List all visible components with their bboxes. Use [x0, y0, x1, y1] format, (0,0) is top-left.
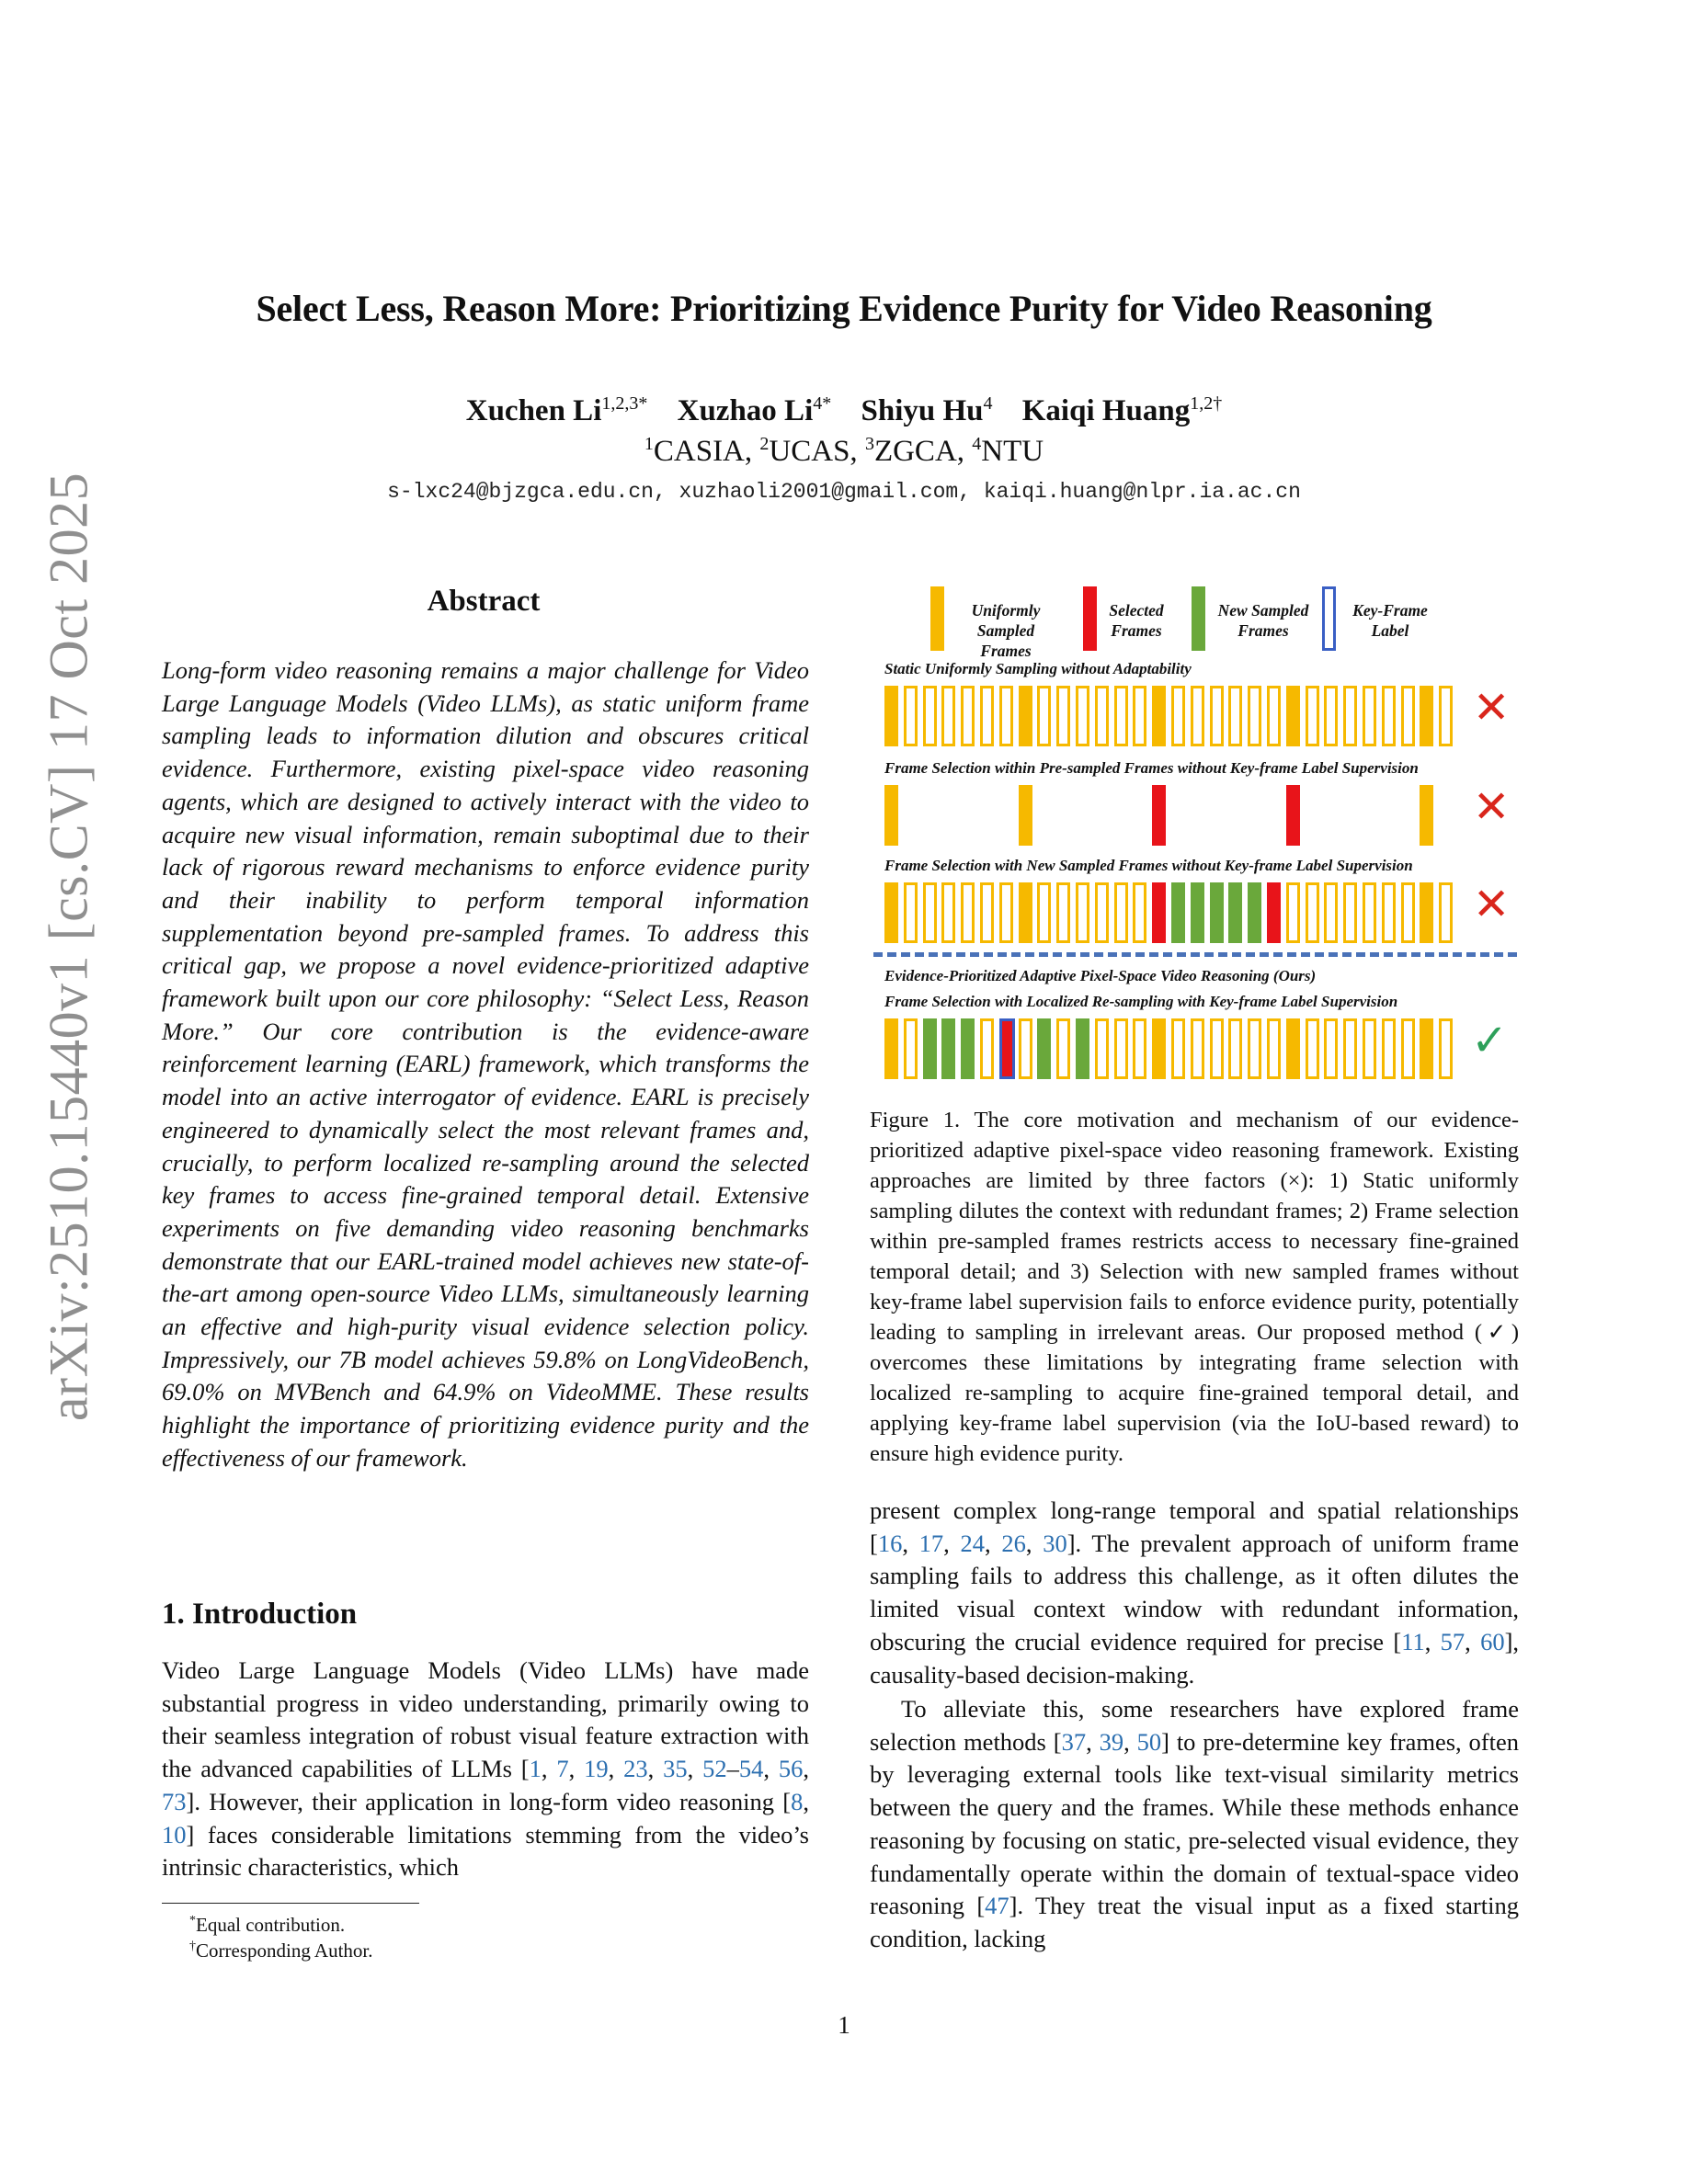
citation-link[interactable]: 7 — [556, 1755, 569, 1783]
text-run: ], causality-based decision-making. — [870, 1627, 1520, 1689]
row-label: Static Uniformly Sampling without Adaptability — [884, 660, 1192, 677]
frame-unsampled — [1324, 882, 1338, 943]
citation-link[interactable]: 24 — [960, 1529, 986, 1557]
frame-unsampled — [1439, 882, 1453, 943]
frame-unsampled — [1114, 686, 1128, 746]
frame-uniform-sampled — [884, 1018, 898, 1079]
frame-unsampled — [904, 686, 918, 746]
citation-link[interactable]: 1 — [529, 1755, 542, 1783]
citation-link[interactable]: 30 — [1043, 1529, 1067, 1557]
affiliations — [0, 434, 1688, 469]
text-run: , — [541, 1755, 557, 1783]
frame-uniform-sampled — [1152, 1018, 1166, 1079]
footnote-rule — [162, 1903, 419, 1904]
text-run: , — [1123, 1727, 1137, 1756]
frame-unsampled — [999, 686, 1013, 746]
citation-link[interactable]: 56 — [778, 1755, 804, 1783]
frame-unsampled — [961, 882, 975, 943]
legend-label: Uniformly Sampled Frames — [971, 601, 1041, 660]
ours-label: Evidence-Prioritized Adaptive Pixel-Space Video Reasoning (Ours) — [884, 967, 1317, 984]
frame-unsampled — [1056, 882, 1070, 943]
text-run: , — [943, 1529, 961, 1557]
abstract-heading: Abstract — [427, 585, 541, 618]
frame-selected — [1267, 882, 1281, 943]
text-run: Video Large Language Models (Video LLMs) have made substantial progress in video understanding, primarily owing to their seamless integration of robust visual feature extraction with the advanced capabilities of LLMs [ — [162, 1656, 809, 1783]
frame-unsampled — [941, 686, 955, 746]
footnote-text: Equal contribution. — [196, 1914, 346, 1936]
frame-unsampled — [1095, 882, 1109, 943]
text-run: , — [763, 1755, 779, 1783]
footnote-mark: * — [189, 1914, 196, 1928]
frame-unsampled — [1343, 882, 1357, 943]
citation-link[interactable]: 26 — [1001, 1529, 1026, 1557]
frame-unsampled — [961, 686, 975, 746]
affil-name: UCAS, — [769, 435, 865, 468]
citation-link[interactable]: 10 — [162, 1820, 187, 1848]
text-run: – — [726, 1755, 739, 1783]
frame-unsampled — [1171, 1018, 1185, 1079]
frame-unsampled — [1191, 1018, 1204, 1079]
citation-link[interactable]: 17 — [918, 1529, 944, 1557]
intro-heading: 1. Introduction — [162, 1598, 358, 1631]
frame-unsampled — [1401, 1018, 1415, 1079]
frame-uniform-sampled — [1019, 785, 1032, 846]
figure-caption: Figure 1. The core motivation and mechanism of our evidence-prioritized adaptive pixel-space video reasoning framework. Existing approaches are limited by three factors (×): 1) Static uniformly sampling dilutes the context with redundant frames; 2) Frame selection within pre-sampled frames restricts access to necessary fine-grained temporal detail; and 3) Selection with new sampled frames without key-frame label supervision fails to enforce evidence purity, potentially leading to sampling in irrelevant areas. Our proposed method (✓) overcomes these limitations by integrating frame selection with localized re-sampling to acquire fine-grained temporal detail, and applying key-frame label supervision (via the IoU-based reward) to ensure high evidence purity. — [870, 1108, 1519, 1466]
frame-unsampled — [980, 882, 994, 943]
text-run: , — [687, 1755, 703, 1783]
frame-new-sampled — [1076, 1018, 1089, 1079]
frame-unsampled — [1095, 686, 1109, 746]
frame-unsampled — [1037, 882, 1051, 943]
check-mark-icon: ✓ — [1471, 1015, 1509, 1066]
legend-label: Key-Frame Label — [1352, 601, 1428, 640]
citation-link[interactable]: 11 — [1401, 1627, 1425, 1655]
affil-sup: 1 — [644, 434, 654, 454]
frame-unsampled — [1056, 686, 1070, 746]
frame-uniform-sampled — [1019, 882, 1032, 943]
frame-unsampled — [1248, 686, 1261, 746]
legend-swatch-keyframe — [1322, 586, 1336, 651]
author — [1022, 394, 1222, 427]
affil-name: NTU — [981, 435, 1044, 468]
frame-unsampled — [1363, 882, 1376, 943]
author-name: Shiyu Hu — [861, 394, 984, 427]
row-label: Frame Selection within Pre-sampled Frames without Key-frame Label Supervision — [884, 759, 1419, 777]
frame-uniform-sampled — [884, 785, 898, 846]
frame-unsampled — [999, 882, 1013, 943]
frame-strip — [884, 1018, 1464, 1083]
frame-uniform-sampled — [1420, 785, 1433, 846]
affil-name: ZGCA, — [873, 435, 973, 468]
footnote — [189, 1934, 373, 1963]
frame-uniform-sampled — [884, 882, 898, 943]
cross-mark-icon: ✕ — [1473, 781, 1511, 833]
author-sup: 4 — [983, 393, 993, 414]
frame-new-sampled — [1191, 882, 1204, 943]
frame-unsampled — [1382, 686, 1396, 746]
author-sup: 1,2† — [1190, 393, 1223, 414]
affil-sup: 2 — [759, 434, 770, 454]
frame-unsampled — [1439, 1018, 1453, 1079]
frame-unsampled — [1306, 686, 1319, 746]
citation-link[interactable]: 50 — [1136, 1727, 1162, 1756]
text-run: , — [985, 1529, 1002, 1557]
author-emails[interactable]: s-lxc24@bjzgca.edu.cn, xuzhaoli2001@gmail.com, kaiqi.huang@nlpr.ia.ac.cn — [387, 480, 1301, 504]
frame-unsampled — [904, 1018, 918, 1079]
citation-link[interactable]: 73 — [162, 1787, 187, 1815]
text-run: To alleviate this, some researchers have explored frame selection methods [ — [870, 1695, 1519, 1756]
frame-unsampled — [1076, 882, 1089, 943]
legend-swatch-new — [1192, 586, 1205, 651]
legend-swatch-uniform — [930, 586, 944, 651]
affil-sup: 4 — [972, 434, 982, 454]
frame-selected-keyframe — [999, 1018, 1015, 1079]
footnote-text: Corresponding Author. — [196, 1939, 373, 1962]
citation-link[interactable]: 23 — [623, 1755, 648, 1783]
frame-unsampled — [1019, 1018, 1032, 1079]
text-run: , — [1424, 1627, 1441, 1655]
citation-link[interactable]: 19 — [584, 1755, 609, 1783]
text-run: ] to pre-determine key frames, often by leveraging external tools like text-visual similarity metrics between the query and the frames. While these methods enhance reasoning by focusing on static, pre-selected visual evidence, they fundamentally operate within the domain of textual-space video reasoning [ — [870, 1727, 1520, 1920]
text-run: , — [608, 1755, 624, 1783]
author-name: Xuzhao Li — [677, 394, 814, 427]
frame-unsampled — [1228, 686, 1242, 746]
frame-unsampled — [1228, 1018, 1242, 1079]
text-run: , — [647, 1755, 664, 1783]
frame-unsampled — [1114, 882, 1128, 943]
author-name: Kaiqi Huang — [1021, 394, 1191, 427]
frame-uniform-sampled — [1286, 1018, 1300, 1079]
frame-unsampled — [1306, 1018, 1319, 1079]
citation-link[interactable]: 54 — [738, 1755, 764, 1783]
frame-unsampled — [1191, 686, 1204, 746]
row-label: Frame Selection with New Sampled Frames without Key-frame Label Supervision — [884, 857, 1413, 874]
frame-uniform-sampled — [1420, 686, 1433, 746]
citation-link[interactable]: 60 — [1480, 1627, 1505, 1655]
frame-unsampled — [1133, 882, 1146, 943]
text-run: , — [1025, 1529, 1044, 1557]
frame-unsampled — [1401, 686, 1415, 746]
frame-unsampled — [980, 1018, 994, 1079]
row-label: Frame Selection with Localized Re-sampling with Key-frame Label Supervision — [884, 993, 1398, 1010]
frame-new-sampled — [1037, 1018, 1051, 1079]
frame-unsampled — [941, 882, 955, 943]
frame-uniform-sampled — [1286, 686, 1300, 746]
frame-unsampled — [1037, 686, 1051, 746]
page-number: 1 — [838, 2011, 850, 2039]
text-run: , — [1465, 1627, 1481, 1655]
frame-uniform-sampled — [884, 686, 898, 746]
frame-unsampled — [1133, 1018, 1146, 1079]
arxiv-stamp[interactable]: arXiv:2510.15440v1 [cs.CV] 17 Oct 2025 — [38, 472, 99, 1422]
author — [861, 394, 993, 427]
frame-unsampled — [1095, 1018, 1109, 1079]
citation-link[interactable]: 37 — [1061, 1727, 1087, 1756]
author-sup: 4* — [813, 393, 832, 414]
frame-selected — [1152, 882, 1166, 943]
text-run: , — [1086, 1727, 1100, 1756]
legend-swatch-selected — [1083, 586, 1097, 651]
frame-strip — [884, 882, 1464, 947]
frame-unsampled — [1076, 686, 1089, 746]
affil-sup: 3 — [864, 434, 874, 454]
text-run: ] faces considerable limitations stemming from the video’s intrinsic characteristics, which — [162, 1820, 809, 1882]
legend-label: New Sampled Frames — [1217, 601, 1309, 640]
frame-unsampled — [923, 686, 937, 746]
citation-link[interactable]: 8 — [791, 1787, 804, 1815]
cross-mark-icon: ✕ — [1473, 682, 1511, 734]
dashed-divider — [873, 952, 1517, 957]
text-run: present complex long-range temporal and spatial relationships [ — [870, 1496, 1519, 1557]
frame-new-sampled — [1248, 882, 1261, 943]
author-sup: 1,2,3* — [601, 393, 648, 414]
frame-unsampled — [980, 686, 994, 746]
author — [678, 394, 832, 427]
frame-unsampled — [1324, 1018, 1338, 1079]
text-run: ]. The prevalent approach of uniform frame sampling fails to address this challenge, as it often dilutes the limited visual context window with redundant information, obscuring the crucial evidence required for precise [ — [870, 1529, 1520, 1655]
legend-label: Selected Frames — [1109, 601, 1164, 640]
frame-unsampled — [1343, 1018, 1357, 1079]
frame-unsampled — [904, 882, 918, 943]
author — [466, 394, 648, 427]
text-run: ]. They treat the visual input as a fixed starting condition, lacking — [870, 1892, 1519, 1952]
citation-link[interactable]: 52 — [702, 1755, 727, 1783]
frame-unsampled — [1306, 882, 1319, 943]
frame-unsampled — [1401, 882, 1415, 943]
citation-link[interactable]: 35 — [663, 1755, 688, 1783]
frame-new-sampled — [941, 1018, 955, 1079]
frame-unsampled — [1267, 686, 1281, 746]
cross-mark-icon: ✕ — [1473, 879, 1511, 930]
frame-uniform-sampled — [1420, 882, 1433, 943]
abstract-text: Long-form video reasoning remains a major challenge for Video Large Language Models (Video LLMs), as static uniform frame sampling leads to information dilution and obscures critical evidence. Furthermore, existing pixel-space video reasoning agents, which are designed to actively interact with the video to acquire new visual information, remain suboptimal due to their lack of rigorous reward mechanisms to enforce evidence purity and their inability to perform temporal information supplementation beyond pre-sampled frames. To address this critical gap, we propose a novel evidence-prioritized adaptive framework built upon our core philosophy: “Select Less, Reason More.” Our core contribution is the evidence-aware reinforcement learning (EARL) framework, which transforms the model into an active interrogator of evidence. EARL is precisely engineered to dynamically select the most relevant frames and, crucially, to perform localized re-sampling around the selected key frames to access fine-grained temporal detail. Extensive experiments on five demanding video reasoning benchmarks demonstrate that our EARL-trained model achieves new state-of-the-art among open-source Video LLMs, simultaneously learning an effective and high-purity visual evidence selection policy. Impressively, our 7B model achieves 59.8% on LongVideoBench, 69.0% on MVBench and 64.9% on VideoMME. These results highlight the importance of prioritizing evidence purity and the effectiveness of our framework. — [162, 656, 809, 1472]
intro-paragraph-2 — [870, 1693, 1519, 1956]
frame-unsampled — [1114, 1018, 1128, 1079]
frame-selected — [1286, 785, 1300, 846]
frame-unsampled — [1056, 1018, 1070, 1079]
frame-strip — [884, 785, 1464, 849]
frame-unsampled — [1210, 1018, 1224, 1079]
footnote-mark: † — [189, 1939, 196, 1953]
text-run: , — [803, 1755, 809, 1783]
author-list — [0, 393, 1688, 428]
paper-title: Select Less, Reason More: Prioritizing Evidence Purity for Video Reasoning — [256, 288, 1432, 329]
author-name: Xuchen Li — [465, 394, 602, 427]
frame-unsampled — [1248, 1018, 1261, 1079]
frame-unsampled — [1439, 686, 1453, 746]
citation-link[interactable]: 57 — [1440, 1627, 1466, 1655]
frame-new-sampled — [1228, 882, 1242, 943]
frame-unsampled — [1363, 686, 1376, 746]
text-run: , — [803, 1787, 809, 1815]
citation-link[interactable]: 47 — [985, 1892, 1009, 1920]
frame-unsampled — [1363, 1018, 1376, 1079]
frame-new-sampled — [961, 1018, 975, 1079]
affil-name: CASIA, — [653, 435, 760, 468]
frame-unsampled — [1343, 686, 1357, 746]
frame-unsampled — [1382, 882, 1396, 943]
frame-unsampled — [1382, 1018, 1396, 1079]
text-run: , — [902, 1529, 919, 1557]
frame-new-sampled — [923, 1018, 937, 1079]
frame-new-sampled — [1171, 882, 1185, 943]
intro-paragraph-1-cont — [870, 1495, 1519, 1691]
frame-unsampled — [1210, 686, 1224, 746]
frame-unsampled — [1286, 882, 1300, 943]
frame-uniform-sampled — [1019, 686, 1032, 746]
frame-uniform-sampled — [1152, 686, 1166, 746]
intro-paragraph-1 — [162, 1655, 809, 1884]
text-run: ]. However, their application in long-form video reasoning [ — [186, 1787, 792, 1815]
frame-unsampled — [923, 882, 937, 943]
frame-unsampled — [1133, 686, 1146, 746]
frame-unsampled — [1267, 1018, 1281, 1079]
frame-uniform-sampled — [1420, 1018, 1433, 1079]
figure-1 — [870, 579, 1523, 1094]
frame-new-sampled — [1210, 882, 1224, 943]
text-run: , — [568, 1755, 585, 1783]
frame-selected — [1152, 785, 1166, 846]
frame-unsampled — [1324, 686, 1338, 746]
frame-unsampled — [1171, 686, 1185, 746]
frame-strip — [884, 686, 1464, 750]
citation-link[interactable]: 16 — [877, 1529, 903, 1557]
citation-link[interactable]: 39 — [1099, 1727, 1124, 1756]
